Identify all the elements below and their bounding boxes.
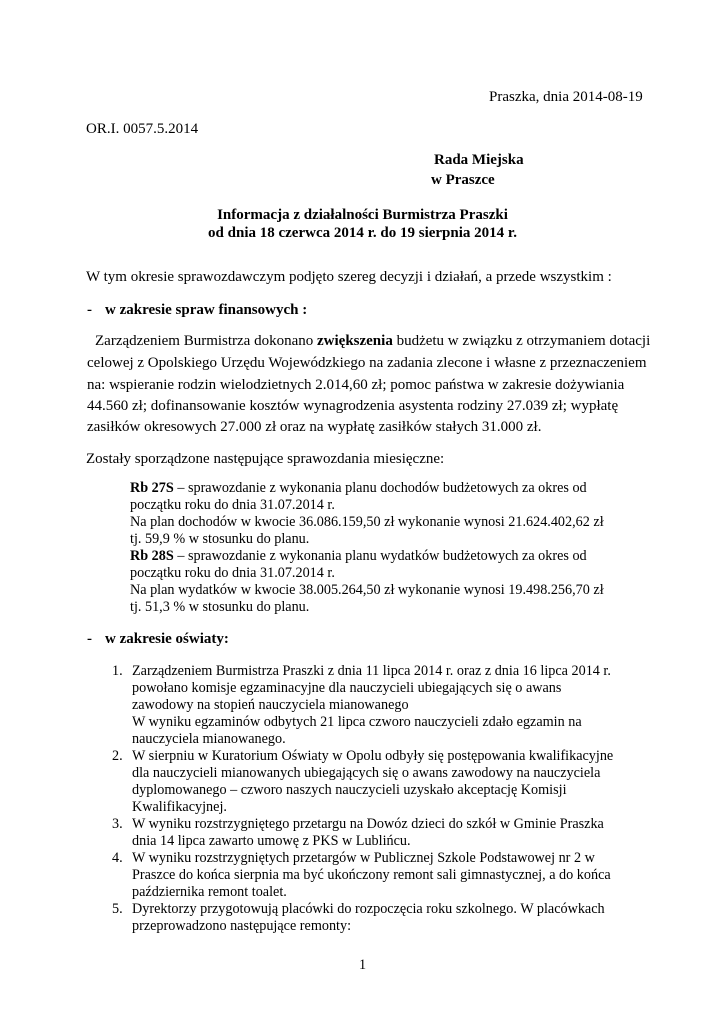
list-item-line: Dyrektorzy przygotowują placówki do rozpoczęcia roku szkolnego. W placówkach	[132, 901, 605, 917]
education-heading: w zakresie oświaty:	[105, 631, 229, 647]
finance-paragraph-line: 44.560 zł; dofinansowanie kosztów wynagrodzenia asystenta rodziny 27.039 zł; wypłatę	[87, 398, 619, 414]
list-item-line: października remont toalet.	[132, 884, 287, 900]
finance-paragraph-line: na: wspieranie rodzin wielodzietnych 2.014,60 zł; pomoc państwa w zakresie dożywiania	[87, 377, 625, 393]
list-item-number: 3.	[112, 816, 123, 832]
list-item-line: dyplomowanego – czworo naszych nauczycieli uzyskało akceptację Komisji	[132, 782, 567, 798]
rb28-code: Rb 28S	[130, 548, 174, 564]
recipient-line-1: Rada Miejska	[434, 152, 524, 168]
finance-paragraph-line: celowej z Opolskiego Urzędu Wojewódzkiego na zadania zlecone i własne z przeznaczeniem	[87, 355, 647, 371]
list-item-line: W wyniku rozstrzygniętego przetargu na Dowóz dzieci do szkół w Gminie Praszka	[132, 816, 604, 832]
finance-paragraph-line: zasiłków okresowych 27.000 zł oraz na wypłatę zasiłków stałych 31.000 zł.	[87, 419, 542, 435]
list-item-line: nauczyciela mianowanego.	[132, 731, 286, 747]
recipient-line-2: w Praszce	[431, 172, 495, 188]
rb28-line: Na plan wydatków w kwocie 38.005.264,50 zł wykonanie wynosi 19.498.256,70 zł	[130, 582, 604, 598]
finance-heading-dash: -	[87, 302, 92, 318]
intro-paragraph: W tym okresie sprawozdawczym podjęto szereg decyzji i działań, a przede wszystkim :	[86, 269, 612, 285]
finance-text: budżetu w związku z otrzymaniem dotacji	[392, 333, 651, 349]
finance-emphasis: zwiększenia	[317, 333, 393, 349]
list-item-line: Zarządzeniem Burmistrza Praszki z dnia 11 lipca 2014 r. oraz z dnia 16 lipca 2014 r.	[132, 663, 611, 679]
list-item-number: 2.	[112, 748, 123, 764]
finance-paragraph-line-1	[95, 332, 650, 350]
finance-heading: w zakresie spraw finansowych :	[105, 302, 308, 318]
rb27-line: początku roku do dnia 31.07.2014 r.	[130, 497, 335, 513]
list-item-line: powołano komisje egzaminacyjne dla nauczycieli ubiegających się o awans	[132, 680, 562, 696]
list-item-line: Praszce do końca sierpnia ma być ukończony remont sali gimnastycznej, a do końca	[132, 867, 611, 883]
list-item-line: dla nauczycieli mianowanych ubiegających się o awans zawodowy na nauczyciela	[132, 765, 601, 781]
rb27-line: Na plan dochodów w kwocie 36.086.159,50 zł wykonanie wynosi 21.624.402,62 zł	[130, 514, 604, 530]
reports-intro: Zostały sporządzone następujące sprawozdania miesięczne:	[86, 451, 445, 467]
finance-text: Zarządzeniem Burmistrza dokonano	[95, 333, 317, 349]
rb27-line: tj. 59,9 % w stosunku do planu.	[130, 531, 310, 547]
rb28-line: początku roku do dnia 31.07.2014 r.	[130, 565, 335, 581]
list-item-line: dnia 14 lipca zawarto umowę z PKS w Lublińcu.	[132, 833, 411, 849]
education-heading-dash: -	[87, 631, 92, 647]
reference-number: OR.I. 0057.5.2014	[86, 121, 199, 137]
rb28-line: tj. 51,3 % w stosunku do planu.	[130, 599, 310, 615]
page-number: 1	[358, 957, 367, 973]
list-item-number: 4.	[112, 850, 123, 866]
rb27-text: – sprawozdanie z wykonania planu dochodów budżetowych za okres od	[173, 480, 587, 496]
rb27-code: Rb 27S	[130, 480, 174, 496]
list-item-line: zawodowy na stopień nauczyciela mianowanego	[132, 697, 409, 713]
document-title-line-2: od dnia 18 czerwca 2014 r. do 19 sierpnia 2014 r.	[208, 225, 517, 241]
list-item-line: W sierpniu w Kuratorium Oświaty w Opolu odbyły się postępowania kwalifikacyjne	[132, 748, 614, 764]
rb27-line-1	[130, 480, 587, 498]
list-item-number: 1.	[112, 663, 123, 679]
list-item-line: W wyniku egzaminów odbytych 21 lipca czworo nauczycieli zdało egzamin na	[132, 714, 582, 730]
list-item-line: przeprowadzono następujące remonty:	[132, 918, 352, 934]
place-date: Praszka, dnia 2014-08-19	[489, 89, 643, 105]
list-item-line: W wyniku rozstrzygniętych przetargów w Publicznej Szkole Podstawowej nr 2 w	[132, 850, 595, 866]
list-item-number: 5.	[112, 901, 123, 917]
rb28-line-1	[130, 548, 587, 566]
rb28-text: – sprawozdanie z wykonania planu wydatków budżetowych za okres od	[173, 548, 587, 564]
list-item-line: Kwalifikacyjnej.	[132, 799, 227, 815]
document-title-line-1: Informacja z działalności Burmistrza Praszki	[217, 207, 508, 223]
